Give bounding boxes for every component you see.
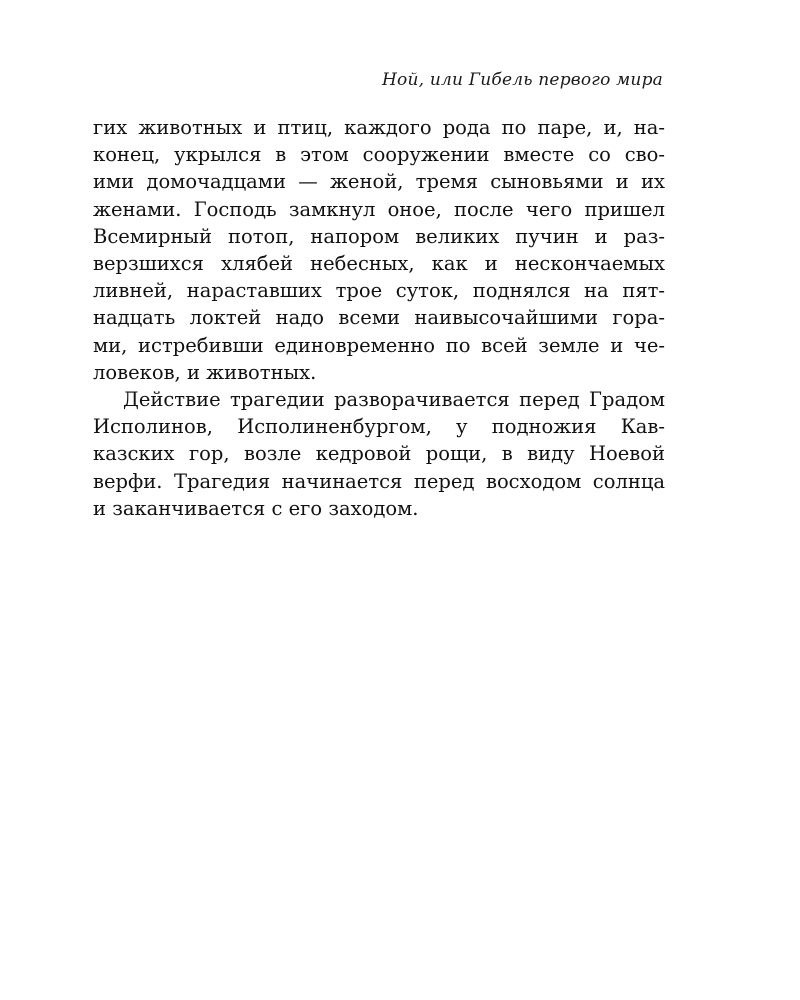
text-line: Всемирный потоп, напором великих пучин и раз- [93, 224, 665, 248]
paragraph [93, 114, 665, 386]
text-line: верзшихся хлябей небесных, как и нескончаемых [93, 252, 665, 276]
text-line: ловеков, и животных. [93, 360, 317, 384]
text-line: женами. Господь замкнул оное, после чего пришел [93, 197, 665, 221]
text-line: ми, истребивши единовременно по всей земле и че- [93, 333, 665, 357]
text-line: гих животных и птиц, каждого рода по паре, и, на- [93, 116, 665, 139]
text-line: Действие трагедии разворачивается перед Градом [123, 388, 665, 412]
running-header: Ной, или Гибель первого мира [382, 70, 663, 90]
text-line: казских гор, возле кедровой рощи, в виду Ноевой [93, 442, 665, 466]
text-line: ими домочадцами — женой, тремя сыновьями и их [93, 170, 665, 194]
text-line: и заканчивается с его заходом. [93, 496, 419, 520]
text-line: ливней, нараставших трое суток, поднялся на пят- [93, 279, 665, 303]
paragraph [93, 386, 665, 522]
text-line: конец, укрылся в этом сооружении вместе со сво- [93, 143, 665, 167]
text-line: Исполинов, Исполиненбургом, у подножия Кав- [93, 415, 665, 439]
text-line: верфи. Трагедия начинается перед восходом солнца [93, 469, 665, 493]
text-line: надцать локтей надо всеми наивысочайшими гора- [93, 306, 665, 330]
body-text [93, 114, 665, 522]
